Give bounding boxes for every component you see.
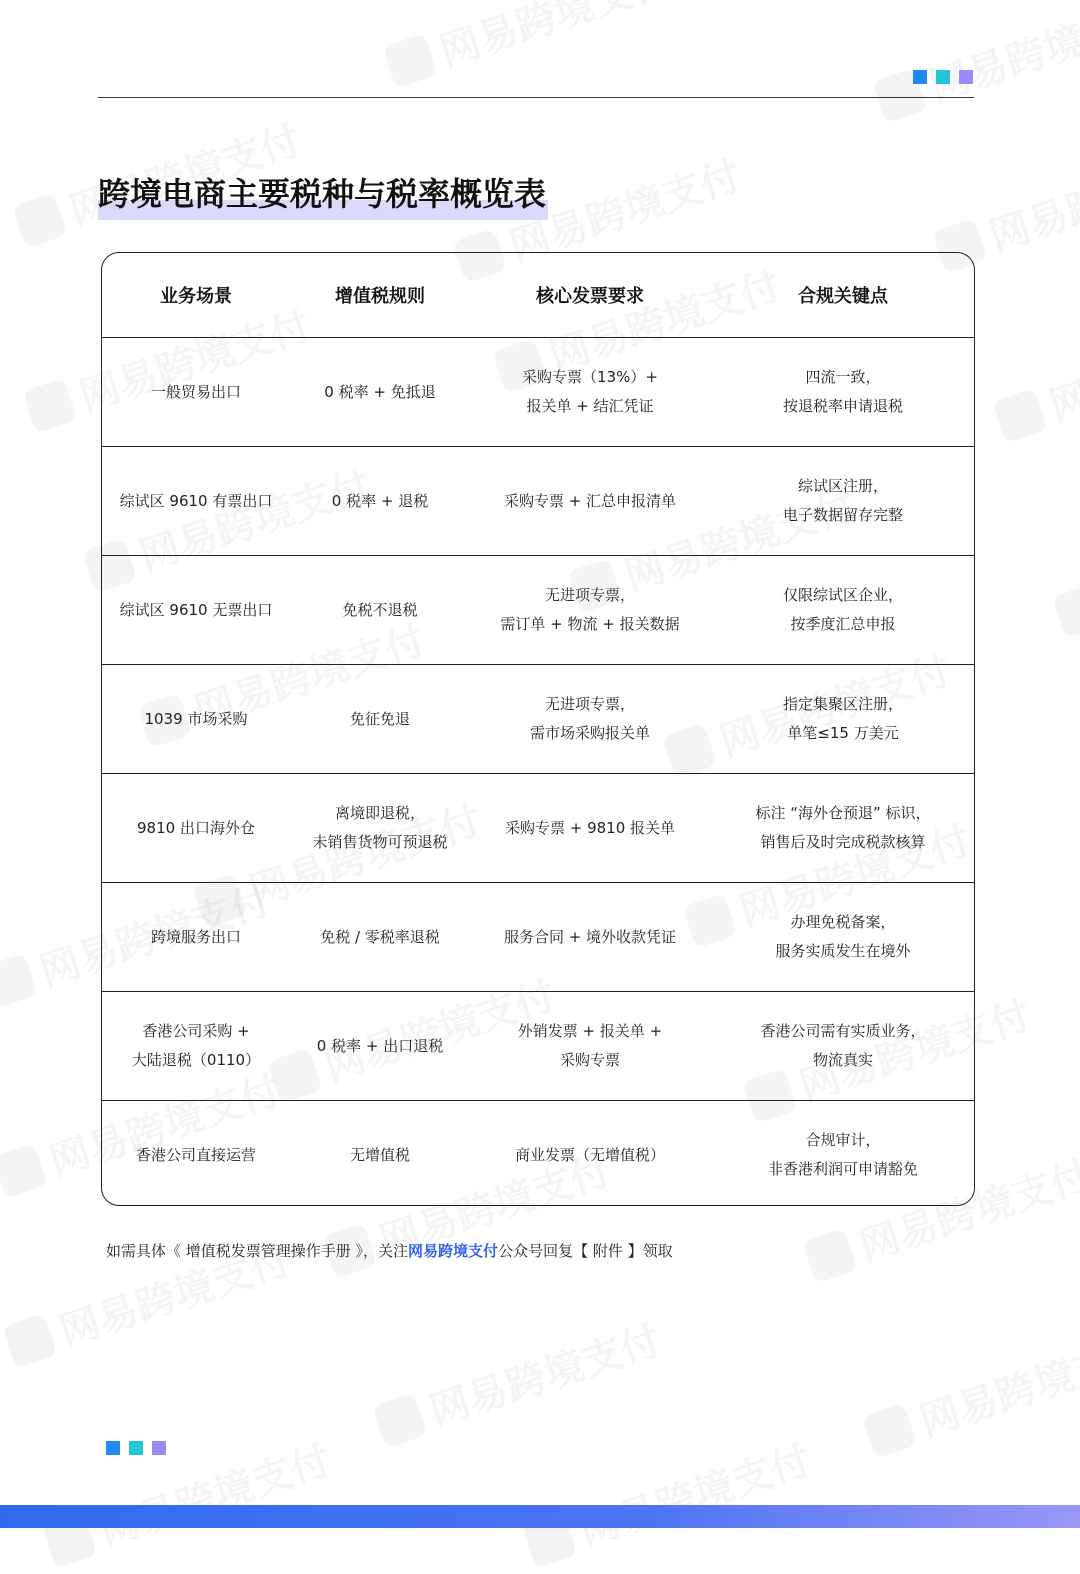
cell-compliance-point: [710, 1101, 975, 1207]
cell-vat-rule: [290, 338, 470, 447]
watermark: [870, 0, 1080, 129]
header-invoice-requirement: 核心发票要求: [470, 253, 710, 338]
cell-vat-rule: [290, 447, 470, 556]
watermark-text: [921, 0, 1080, 113]
watermark: [520, 1429, 817, 1574]
cell-text-line: 服务实质发生在境外: [775, 942, 911, 960]
table-row: [102, 992, 975, 1101]
netease-logo-icon: [1052, 583, 1080, 638]
cell-invoice-requirement: [470, 665, 710, 774]
decor-square-blue: [913, 70, 927, 84]
cell-scenario: [102, 1101, 290, 1207]
cell-vat-rule: [290, 556, 470, 665]
header-scenario: 业务场景: [102, 253, 290, 338]
watermark: [380, 0, 677, 94]
table-header-row: [102, 253, 975, 338]
watermark-text: [571, 1429, 817, 1557]
netease-logo-icon: [992, 388, 1047, 443]
cell-scenario: [102, 338, 290, 447]
cell-vat-rule: [290, 774, 470, 883]
netease-logo-icon: [0, 953, 37, 1008]
cell-vat-rule: [290, 992, 470, 1101]
cell-text-line: 综试区 9610 有票出口: [119, 491, 273, 510]
cell-text-line: 标注 “海外仓预退” 标识，: [755, 804, 931, 822]
cell-text-line: 1039 市场采购: [144, 709, 248, 728]
cell-scenario: [102, 556, 290, 665]
cell-scenario: [102, 447, 290, 556]
watermark: [40, 1429, 337, 1574]
header-vat-rule: 增值税规则: [290, 253, 470, 338]
cell-text-line: 物流真实: [812, 1051, 873, 1069]
cell-text-line: 需市场采购报关单: [529, 724, 650, 742]
table-body: [102, 338, 975, 1207]
footnote-prefix: 如需具体《 增值税发票管理操作手册 》，关注: [106, 1242, 409, 1260]
cell-text-line: 合规审计，: [805, 1131, 881, 1149]
cell-text-line: 无进项专票，: [544, 695, 635, 713]
cell-text-line: 免税 / 零税率退税: [320, 927, 440, 946]
cell-text-line: 按退税率申请退税: [782, 397, 903, 415]
netease-logo-icon: [2, 1313, 57, 1368]
page-title: 跨境电商主要税种与税率概览表: [98, 168, 548, 220]
cell-invoice-requirement: [470, 556, 710, 665]
cell-scenario: [102, 992, 290, 1101]
watermark-text: [421, 1309, 667, 1437]
table-row: [102, 338, 975, 447]
cell-invoice-requirement: [470, 447, 710, 556]
bottom-decor-squares: [106, 1441, 166, 1455]
cell-vat-rule: [290, 883, 470, 992]
cell-compliance-point: [710, 774, 975, 883]
cell-text-line: 采购专票（13%）+: [522, 368, 658, 386]
table-row: [102, 883, 975, 992]
header-compliance-point: 合规关键点: [710, 253, 975, 338]
cell-vat-rule: [290, 1101, 470, 1207]
cell-text-line: 一般贸易出口: [150, 382, 241, 401]
cell-text-line: 非香港利润可申请豁免: [767, 1160, 918, 1178]
cell-text-line: 免征免退: [349, 709, 410, 728]
cell-text-line: 办理免税备案，: [790, 913, 896, 931]
cell-text-line: 按季度汇总申报: [790, 615, 896, 633]
table-row: [102, 556, 975, 665]
table-row: [102, 774, 975, 883]
cell-compliance-point: [710, 992, 975, 1101]
tax-overview-table: [101, 252, 975, 1206]
cell-compliance-point: [710, 447, 975, 556]
watermark: [990, 304, 1080, 449]
cell-text-line: 电子数据留存完整: [782, 506, 903, 524]
top-decor-squares: [913, 70, 973, 84]
cell-text-line: 跨境服务出口: [150, 927, 241, 946]
decor-square-blue: [106, 1441, 120, 1455]
cell-scenario: [102, 774, 290, 883]
cell-text-line: 四流一致，: [805, 368, 881, 386]
watermark-text: [981, 134, 1080, 262]
cell-invoice-requirement: [470, 1101, 710, 1207]
cell-text-line: 采购专票: [559, 1051, 620, 1069]
table-row: [102, 1101, 975, 1207]
cell-compliance-point: [710, 665, 975, 774]
cell-text-line: 综试区 9610 无票出口: [119, 600, 273, 619]
cell-text-line: 采购专票 + 9810 报关单: [504, 818, 676, 837]
cell-text-line: 香港公司直接运营: [135, 1145, 256, 1164]
cell-text-line: 仅限综试区企业，: [782, 586, 903, 604]
watermark-text: [1041, 304, 1080, 432]
cell-vat-rule: [290, 665, 470, 774]
cell-text-line: 采购专票 + 汇总申报清单: [503, 491, 677, 510]
cell-text-line: 无进项专票，: [544, 586, 635, 604]
netease-logo-icon: [802, 1228, 857, 1283]
cell-text-line: 0 税率 + 出口退税: [316, 1036, 444, 1055]
watermark: [1050, 499, 1080, 644]
cell-text-line: 报关单 + 结汇凭证: [526, 397, 654, 415]
cell-text-line: 0 税率 + 退税: [331, 491, 429, 510]
watermark: [370, 1309, 667, 1454]
cell-compliance-point: [710, 556, 975, 665]
decor-square-cyan: [129, 1441, 143, 1455]
footnote: [106, 1240, 673, 1261]
cell-text-line: 未销售货物可预退税: [312, 833, 448, 851]
header-divider: [98, 97, 974, 98]
cell-text-line: 综试区注册，: [797, 477, 888, 495]
cell-text-line: 免税不退税: [342, 600, 418, 619]
cell-compliance-point: [710, 338, 975, 447]
cell-invoice-requirement: [470, 774, 710, 883]
cell-text-line: 香港公司采购 +: [142, 1022, 250, 1040]
title-wrap: [98, 168, 548, 220]
table-row: [102, 447, 975, 556]
netease-logo-icon: [0, 1143, 47, 1198]
cell-invoice-requirement: [470, 992, 710, 1101]
cell-text-line: 单笔≤15 万美元: [787, 724, 899, 742]
cell-text-line: 销售后及时完成税款核算: [760, 833, 926, 851]
cell-text-line: 香港公司需有实质业务，: [760, 1022, 926, 1040]
cell-scenario: [102, 665, 290, 774]
table-row: [102, 665, 975, 774]
watermark: [860, 1319, 1080, 1464]
cell-text-line: 离境即退税，: [334, 804, 425, 822]
decor-square-purple: [959, 70, 973, 84]
cell-text-line: 外销发票 + 报关单 +: [517, 1022, 663, 1040]
cell-text-line: 指定集聚区注册，: [782, 695, 903, 713]
netease-logo-icon: [12, 193, 67, 248]
cell-compliance-point: [710, 883, 975, 992]
cell-invoice-requirement: [470, 338, 710, 447]
cell-text-line: 无增值税: [349, 1145, 410, 1164]
netease-logo-icon: [22, 378, 77, 433]
netease-logo-icon: [382, 33, 437, 88]
netease-logo-icon: [372, 1393, 427, 1448]
watermark-text: [911, 1319, 1080, 1447]
cell-text-line: 商业发票（无增值税）: [514, 1145, 665, 1164]
watermark-text: [431, 0, 677, 78]
cell-scenario: [102, 883, 290, 992]
footnote-suffix: 公众号回复【 附件 】领取: [498, 1242, 673, 1260]
cell-invoice-requirement: [470, 883, 710, 992]
cell-text-line: 服务合同 + 境外收款凭证: [503, 927, 677, 946]
decor-square-purple: [152, 1441, 166, 1455]
cell-text-line: 大陆退税（0110）: [131, 1051, 261, 1069]
cell-text-line: 0 税率 + 免抵退: [324, 382, 436, 401]
cell-text-line: 需订单 + 物流 + 报关数据: [500, 615, 680, 633]
footnote-brand-link[interactable]: 网易跨境支付: [408, 1242, 499, 1260]
cell-text-line: 9810 出口海外仓: [137, 818, 255, 837]
netease-logo-icon: [862, 1403, 917, 1458]
footer-gradient-bar: [0, 1505, 1080, 1528]
decor-square-cyan: [936, 70, 950, 84]
